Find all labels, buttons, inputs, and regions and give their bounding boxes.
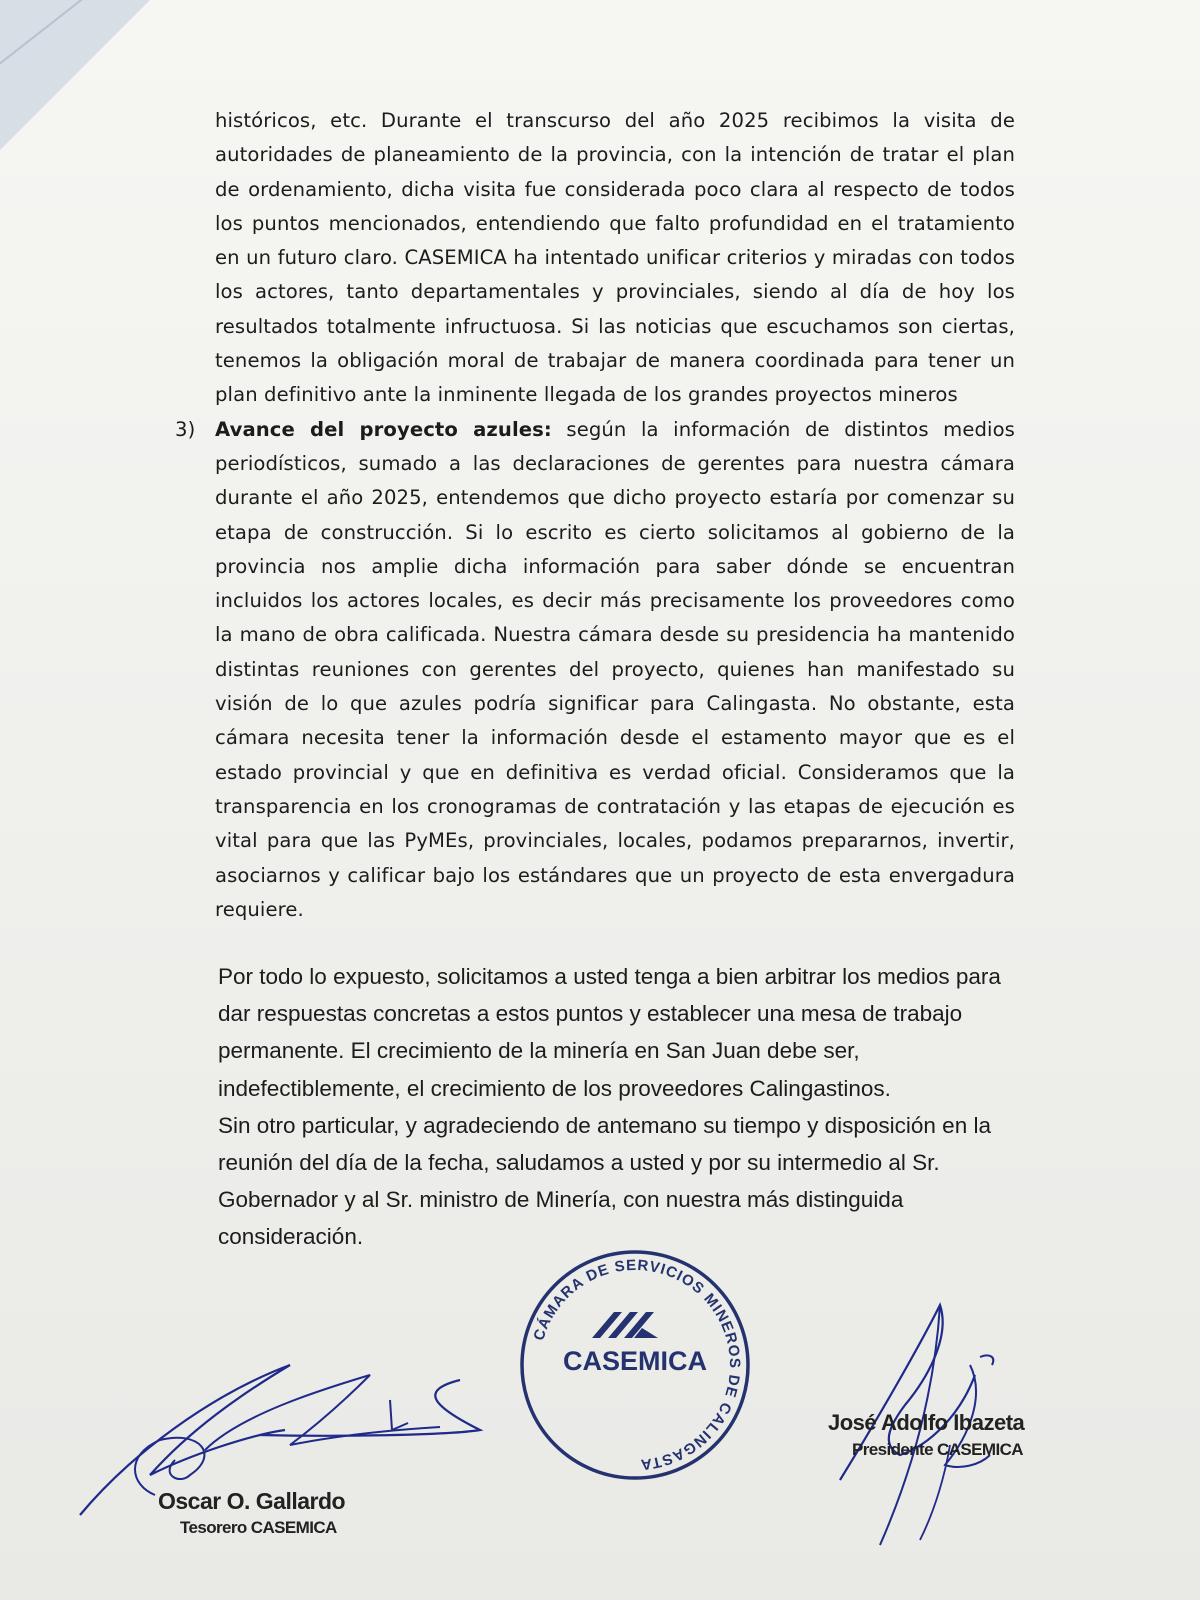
stamp-graphic (510, 1240, 760, 1490)
closing-block (218, 958, 1018, 1256)
stamp-logo-icon (592, 1312, 658, 1338)
stamp-ring-text: CÁMARA DE SERVICIOS MINEROS DE CALINGASTA (530, 1256, 744, 1474)
closing-paragraph-2: Sin otro particular, y agradeciendo de antemano su tiempo y disposición en la reunión del día de la fecha, saludamos a usted y por su intermedio al Sr. Gobernador y al Sr. ministro de Minería, con nuestra más distinguida consideración. (218, 1112, 991, 1250)
casemica-stamp (510, 1240, 760, 1490)
item-3-title: Avance del proyecto azules: (215, 417, 552, 441)
item-3-text: según la información de distintos medios periodísticos, sumado a las declaraciones de gerentes para nuestra cámara durante el año 2025, entendemos que dicho proyecto estaría por comenzar su etapa de construcción. Si lo escrito es cierto solicitamos al gobierno de la provincia nos amplie dicha información para saber dónde se encuentran incluidos los actores locales, es decir más precisamente los proveedores como la mano de obra calificada. Nuestra cámara desde su presidencia ha mantenido distintas reuniones con gerentes del proyecto, quienes han manifestado su visión de lo que azules podría significar para Calingasta. No obstante, esta cámara necesita tener la información desde el estamento mayor que es el estado provincial y que en definitiva es verdad oficial. Consideramos que la transparencia en los cronogramas de contratación y las etapas de ejecución es vital para que las PyMEs, provinciales, locales, podamos prepararnos, invertir, asociarnos y calificar bajo los estándares que un proyecto de esta envergadura requiere. (215, 417, 1015, 921)
item-3-number: 3) (175, 417, 196, 441)
signatory-right-name: José Adolfo Ibazeta (828, 1410, 1025, 1435)
signatory-left-name: Oscar O. Gallardo (158, 1488, 346, 1514)
closing-paragraph-1: Por todo lo expuesto, solicitamos a usted tenga a bien arbitrar los medios para dar respuestas concretas a estos puntos y establecer una mesa de trabajo permanente. El crecimiento de la minería en San Juan debe ser, indefectiblemente, el crecimiento de los proveedores Calingastinos. (218, 964, 1001, 1101)
signatory-left-role: Tesorero CASEMICA (180, 1518, 337, 1537)
folded-corner (0, 0, 150, 150)
signatory-right-role: Presidente CASEMICA (852, 1440, 1023, 1459)
letter-body (175, 104, 1015, 927)
paragraph-intro: históricos, etc. Durante el transcurso del año 2025 recibimos la visita de autoridades de planeamiento de la provincia, con la intención de tratar el plan de ordenamiento, dicha visita fue considerada poco clara al respecto de todos los puntos mencionados, entendiendo que falto profundidad en el tratamiento en un futuro claro. CASEMICA ha intentado unificar criterios y miradas con todos los actores, tanto departamentales y provinciales, siendo al día de hoy los resultados totalmente infructuosa. Si las noticias que escuchamos son ciertas, tenemos la obligación moral de trabajar de manera coordinada para tener un plan definitivo ante la inminente llegada de los grandes proyectos mineros (215, 109, 1015, 407)
item-3 (175, 413, 1015, 927)
stamp-center-text: CASEMICA (562, 1346, 708, 1376)
